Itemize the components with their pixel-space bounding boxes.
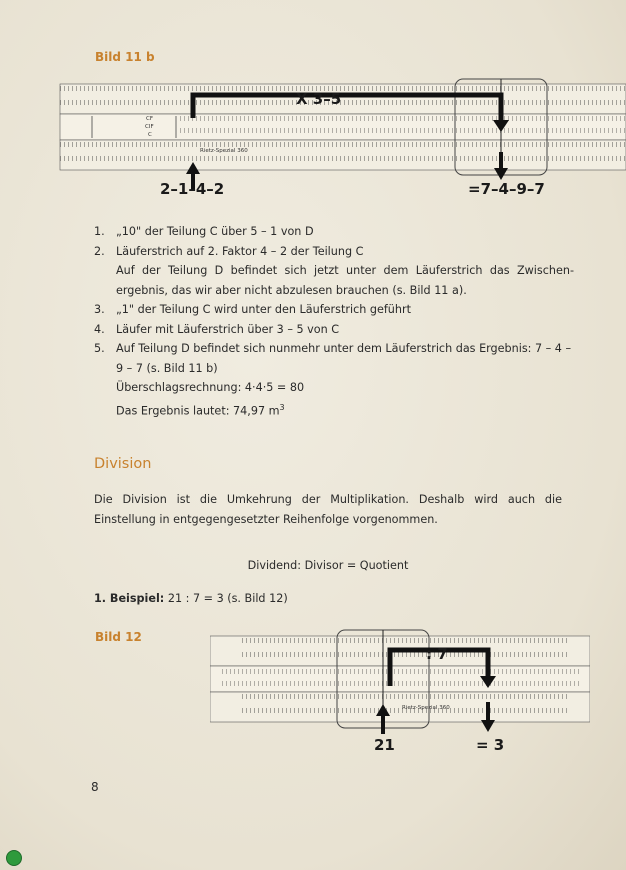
quotient-label: = 3 (476, 736, 505, 754)
example-line (94, 592, 288, 605)
page-number: 8 (91, 780, 99, 794)
divisor-label: : 7 (426, 645, 448, 663)
scale-label-cf: CF (146, 116, 154, 122)
list-item: 3. „1" der Teilung C wird unter den Läuferstrich geführt (94, 303, 411, 316)
division-formula: Dividend: Divisor = Quotient (247, 559, 409, 572)
figure-11b-slide-rule (0, 76, 626, 206)
list-item: 1. „10" der Teilung C über 5 – 1 von D (94, 225, 314, 238)
dividend-label: 21 (374, 736, 395, 754)
list-item: 4. Läufer mit Läuferstrich über 3 – 5 von C (94, 322, 340, 336)
list-item: Auf der Teilung D befindet sich jetzt unter dem Läuferstrich das Zwischen-ergebnis, das wir aber nicht abzulesen brauchen (s. Bild 11 a). (116, 264, 574, 297)
setting-label: 2–1–4–2 (160, 180, 225, 198)
result-label: =7–4–9–7 (468, 180, 545, 198)
list-item: Das Ergebnis lautet: 74,97 $m^3$ (116, 402, 285, 418)
brand-label: Rietz-Spezial 360 (402, 705, 450, 711)
figure-12-slide-rule (210, 626, 590, 756)
division-paragraph: Die Division ist die Umkehrung der Multiplikation. Deshalb wird auch die Einstellung in entgegengesetzter Reihenfolge vorgenommen. (94, 493, 562, 526)
scale-label-c: C (148, 132, 152, 138)
globe-icon (6, 850, 22, 866)
figure-12-label: Bild 12 (95, 630, 142, 644)
list-item: Überschlagsrechnung: 4·4·5 = 80 (116, 381, 305, 394)
instruction-list (94, 222, 574, 421)
list-item: 5. Auf Teilung D befindet sich nunmehr unter dem Läuferstrich das Ergebnis: 7 – 4 – 9 – 7 (s. Bild 11 b) (94, 342, 572, 375)
scale-label-cif: CIF (145, 124, 154, 130)
example-text: 21 : 7 = 3 (s. Bild 12) (167, 592, 288, 605)
list-item: 2. Läuferstrich auf 2. Faktor 4 – 2 der Teilung C (94, 244, 364, 258)
multiplier-label: X 3–5 (296, 90, 342, 108)
figure-11b-label: Bild 11 b (95, 50, 155, 64)
brand-label: Rietz-Spezial 360 (200, 148, 248, 154)
example-label: 1. Beispiel: (94, 592, 165, 605)
section-heading: Division (94, 456, 152, 472)
